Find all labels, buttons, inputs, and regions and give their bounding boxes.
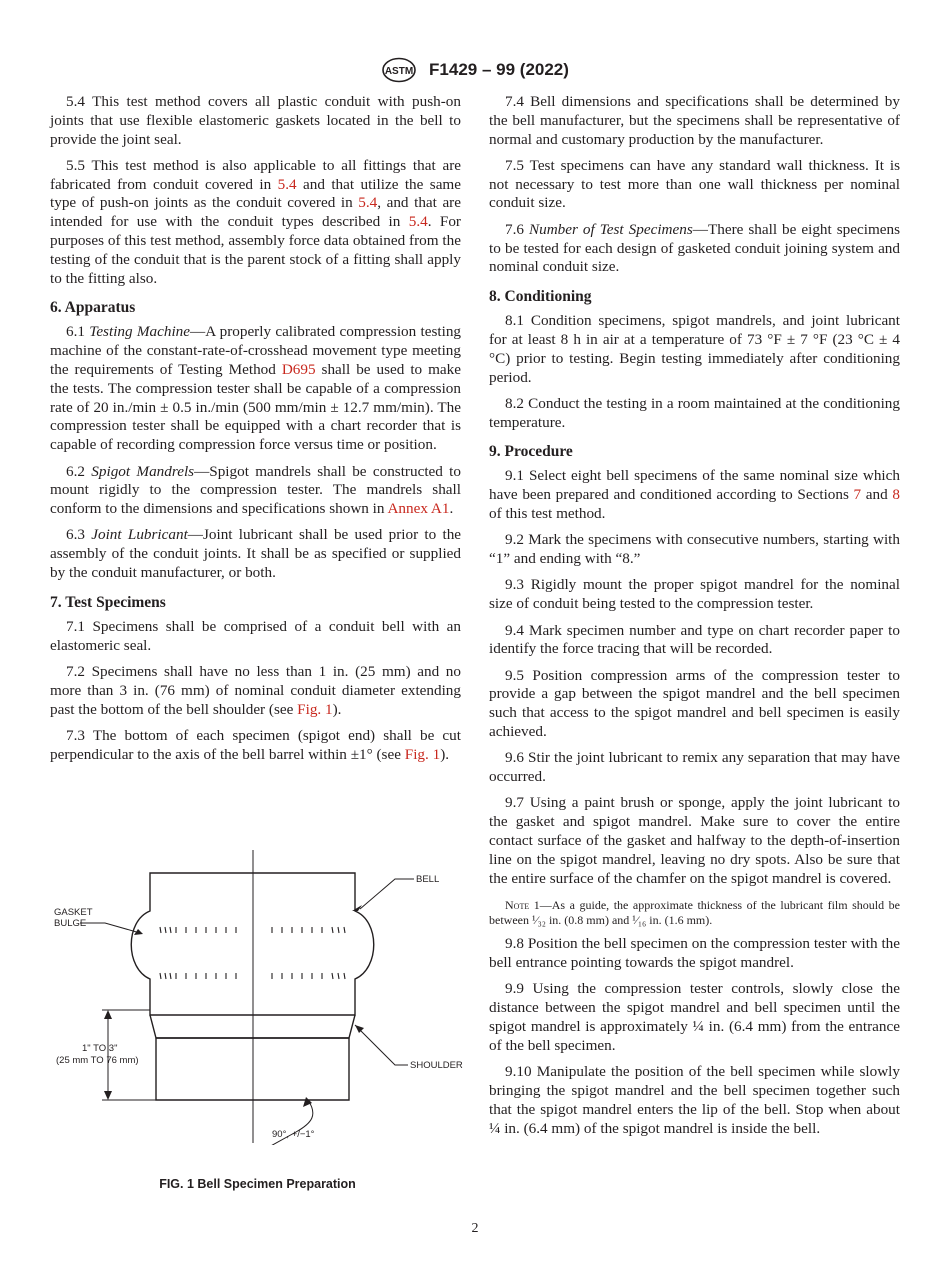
bell-specimen-diagram bbox=[50, 845, 465, 1145]
para-8-2: 8.2 Conduct the testing in a room maintained at the conditioning temperature. bbox=[489, 394, 900, 431]
para-7-2: 7.2 Specimens shall have no less than 1 in. (25 mm) and no more than 3 in. (76 mm) of nominal conduit diameter extending past the bottom of the bell shoulder (see Fig. 1). bbox=[50, 662, 461, 718]
ref-5-4-link[interactable]: 5.4 bbox=[408, 213, 428, 231]
para-9-4: 9.4 Mark specimen number and type on chart recorder paper to identify the force tracing that will be recorded. bbox=[489, 621, 900, 658]
para-7-1: 7.1 Specimens shall be comprised of a conduit bell with an elastomeric seal. bbox=[50, 617, 461, 654]
page-header bbox=[0, 57, 950, 83]
para-9-9: 9.9 Using the compression tester controls, slowly close the distance between the spigot mandrel and bell specimen until the spigot mandrel is approximately ¼ in. (6.4 mm) from the entrance of the bell specimen. bbox=[489, 980, 900, 1054]
para-6-3: 6.3 Joint Lubricant—Joint lubricant shall be used prior to the assembly of the conduit joints. It shall be as specified or supplied by the conduit manufacturer, or both. bbox=[50, 526, 462, 582]
para-9-7: 9.7 Using a paint brush or sponge, apply the joint lubricant to the gasket and spigot mandrel. Make sure to cover the entire contact surface of the gasket and halfway to the depth-of-insertion line on the spigot mandrel, leaving no dry spots. Also be sure that the entire surface of the chamfer on the spigot mandrel is covered. bbox=[489, 794, 900, 887]
label-shoulder: SHOULDER bbox=[410, 1060, 463, 1071]
ref-5-4-link[interactable]: 5.4 bbox=[358, 194, 378, 212]
para-9-2: 9.2 Mark the specimens with consecutive numbers, starting with “1” and ending with “8.” bbox=[489, 531, 900, 568]
right-column bbox=[489, 93, 900, 1146]
para-9-6: 9.6 Stir the joint lubricant to remix any separation that may have occurred. bbox=[489, 749, 900, 786]
astm-logo bbox=[381, 57, 417, 83]
note-1: Note 1—As a guide, the approximate thickness of the lubricant film should be between ¹⁄₃₂ in. (0.8 mm) and ¹⁄₁₆ in. (1.6 mm). bbox=[489, 898, 900, 928]
para-5-5: 5.5 This test method is also applicable to all fittings that are fabricated from conduit covered in 5.4 and that utilize the same type of push-on joints as the conduit covered in 5.4, and that are intended for use with the conduit types described in 5.4. For purposes of this test method, assembly force data obtained from the testing of the conduit that is the parent stock of a fitting shall apply to the fitting also. bbox=[50, 156, 461, 287]
ref-fig-1-link[interactable]: Fig. 1 bbox=[404, 745, 441, 763]
label-gasket-bulge-2: BULGE bbox=[54, 918, 87, 929]
para-6-1: 6.1 Testing Machine—A properly calibrated compression testing machine of the constant-rate-of-crosshead movement type meeting the requirements of Testing Method D695 shall be used to make the tests. The compression tester shall be capable of a compression rate of 20 in./min ± 0.5 in./min (500 mm/min ± 12.7 mm/min). The compression tester shall be equipped with a chart recorder that is capable of recording compression force versus time or position. bbox=[50, 323, 462, 454]
ref-section-8-link[interactable]: 8 bbox=[892, 486, 900, 504]
para-9-3: 9.3 Rigidly mount the proper spigot mandrel for the nominal size of conduit being tested to the compression tester. bbox=[489, 576, 900, 613]
designation: F1429 – 99 (2022) bbox=[429, 60, 569, 79]
para-7-5: 7.5 Test specimens can have any standard wall thickness. It is not necessary to test more than one wall thickness per nominal conduit size. bbox=[489, 156, 900, 212]
para-9-5: 9.5 Position compression arms of the compression tester to provide a gap between the spigot mandrel and the bell specimen such that access to the spigot mandrel and bell specimen is easily achieved. bbox=[489, 666, 900, 741]
para-9-8: 9.8 Position the bell specimen on the compression tester with the bell entrance pointing towards the spigot mandrel. bbox=[489, 935, 900, 972]
page-number: 2 bbox=[471, 1221, 479, 1236]
label-dimension-in: 1" TO 3" bbox=[82, 1043, 118, 1054]
astm-logo-text: ASTM bbox=[384, 66, 414, 77]
para-7-6: 7.6 Number of Test Specimens—There shall be eight specimens to be tested for each design of gasketed conduit joining system and nominal conduit size. bbox=[489, 220, 901, 276]
heading-test-specimens: 7. Test Specimens bbox=[50, 593, 166, 611]
heading-conditioning: 8. Conditioning bbox=[489, 288, 592, 306]
para-9-1: 9.1 Select eight bell specimens of the same nominal size which have been prepared and conditioned according to Sections 7 and 8 of this test method. bbox=[489, 467, 900, 523]
label-angle: 90°, +/−1° bbox=[272, 1129, 315, 1140]
heading-procedure: 9. Procedure bbox=[489, 443, 573, 461]
para-8-1: 8.1 Condition specimens, spigot mandrels, and joint lubricant for at least 8 h in air at a temperature of 73 °F ± 7 °F (23 °C ± 4 °C) prior to testing. Begin testing immediately after conditioning period. bbox=[489, 312, 900, 386]
para-5-4: 5.4 This test method covers all plastic conduit with push-on joints that use flexible elastomeric gaskets located in the bell to provide the joint seal. bbox=[50, 93, 461, 148]
ref-fig-1-link[interactable]: Fig. 1 bbox=[297, 700, 333, 718]
figure-1 bbox=[50, 845, 465, 1145]
left-column bbox=[50, 93, 461, 772]
figure-caption: FIG. 1 Bell Specimen Preparation bbox=[159, 1177, 356, 1191]
label-dimension-mm: (25 mm TO 76 mm) bbox=[56, 1055, 139, 1066]
label-bell: BELL bbox=[416, 874, 440, 885]
ref-d695-link[interactable]: D695 bbox=[281, 361, 316, 379]
para-7-4: 7.4 Bell dimensions and specifications shall be determined by the bell manufacturer, but the specimens shall be representative of normal and customary production by the manufacturer. bbox=[489, 93, 900, 148]
para-6-2: 6.2 Spigot Mandrels—Spigot mandrels shall be constructed to mount rigidly to the compression tester. The mandrels shall conform to the dimensions and specifications shown in Annex A1. bbox=[50, 462, 461, 518]
ref-5-4-link[interactable]: 5.4 bbox=[277, 175, 297, 193]
ref-section-7-link[interactable]: 7 bbox=[853, 486, 862, 504]
heading-apparatus: 6. Apparatus bbox=[50, 299, 136, 317]
para-7-3: 7.3 The bottom of each specimen (spigot end) shall be cut perpendicular to the axis of the bell barrel within ±1° (see Fig. 1). bbox=[50, 726, 461, 763]
ref-annex-a1-link[interactable]: Annex A1 bbox=[387, 500, 450, 518]
label-gasket-bulge-1: GASKET bbox=[54, 907, 93, 918]
para-9-10: 9.10 Manipulate the position of the bell specimen while slowly bringing the spigot mandrel and the bell specimen together such that the spigot mandrel enters the lip of the bell. Stop when about ¼ in. (6.4 mm) of the spigot mandrel is inside the bell. bbox=[489, 1063, 900, 1137]
